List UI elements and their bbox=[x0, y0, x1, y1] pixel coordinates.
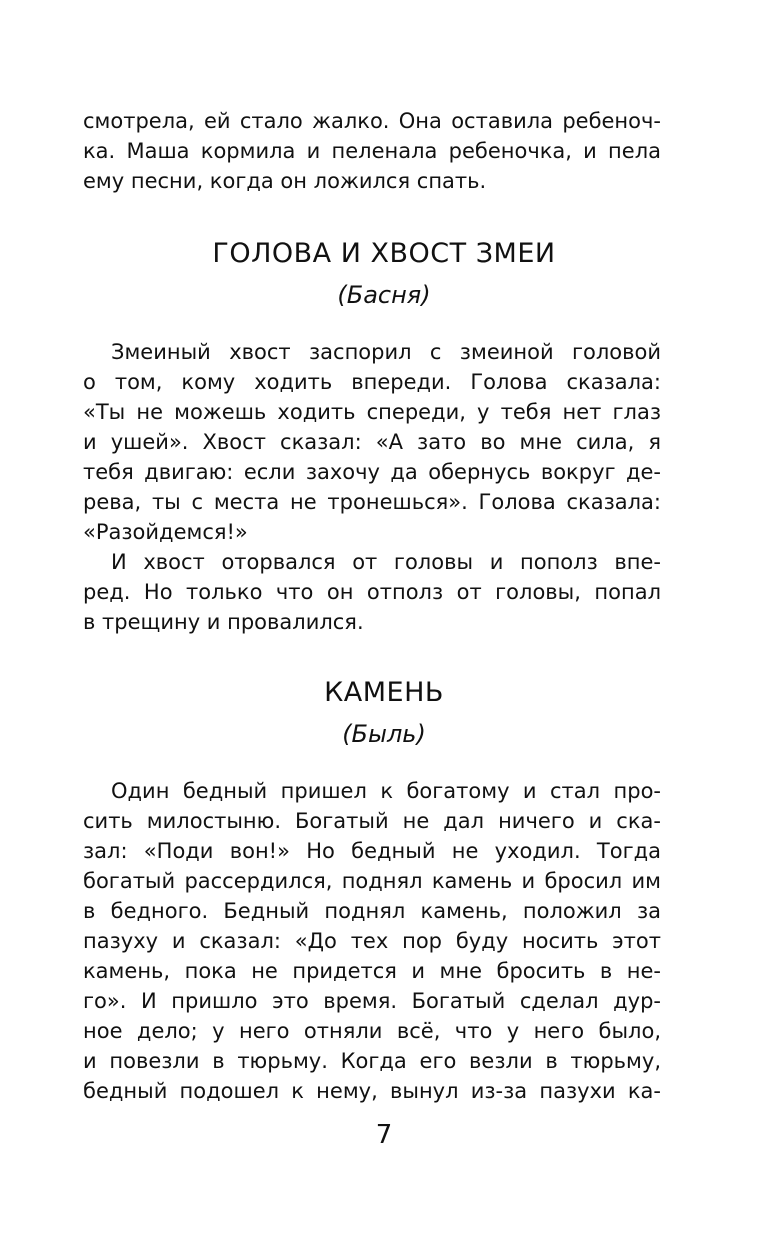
text-line: камень, пока не придется и мне бросить в не- bbox=[83, 959, 661, 983]
text-line: и повезли в тюрьму. Когда его везли в тюрьму, bbox=[83, 1049, 661, 1073]
text-line: ка. Маша кормила и пеленала ребеночка, и пела bbox=[83, 139, 661, 163]
story-subtitle: (Быль) bbox=[342, 720, 426, 748]
text-line: ред. Но только что он отполз от головы, попал bbox=[83, 580, 661, 604]
text-line: рева, ты с места не тронешься». Голова сказала: bbox=[83, 490, 661, 514]
text-line: «Разойдемся!» bbox=[83, 520, 248, 544]
fable-subtitle: (Басня) bbox=[337, 281, 431, 309]
text-line: ное дело; у него отняли всё, что у него было, bbox=[83, 1019, 661, 1043]
text-line: сить милостыню. Богатый не дал ничего и ска- bbox=[83, 809, 661, 833]
text-line: в бедного. Бедный поднял камень, положил за bbox=[83, 899, 661, 923]
text-line: зал: «Поди вон!» Но бедный не уходил. Тогда bbox=[83, 839, 661, 863]
intro-paragraph bbox=[83, 106, 661, 196]
fable-text bbox=[83, 337, 661, 637]
text-line: И хвост оторвался от головы и пополз впе- bbox=[111, 550, 661, 574]
text-line: и ушей». Хвост сказал: «А зато во мне сила, я bbox=[83, 430, 661, 454]
text-line: ему песни, когда он ложился спать. bbox=[83, 169, 487, 193]
text-line: го». И пришло это время. Богатый сделал дур- bbox=[83, 989, 661, 1013]
text-line: смотрела, ей стало жалко. Она оставила ребеноч- bbox=[83, 109, 661, 133]
text-line: Один бедный пришел к богатому и стал про- bbox=[111, 779, 661, 803]
text-line: пазуху и сказал: «До тех пор буду носить этот bbox=[83, 929, 661, 953]
text-line: Змеиный хвост заспорил с змеиной головой bbox=[111, 340, 661, 364]
text-line: богатый рассердился, поднял камень и бросил им bbox=[83, 869, 661, 893]
text-line: бедный подошел к нему, вынул из-за пазухи ка- bbox=[83, 1079, 661, 1103]
story-text bbox=[83, 776, 661, 1106]
text-line: тебя двигаю: если захочу да обернусь вокруг де- bbox=[83, 460, 661, 484]
text-line: о том, кому ходить впереди. Голова сказала: bbox=[83, 370, 661, 394]
page-number: 7 bbox=[375, 1120, 393, 1150]
text-line: в трещину и провалился. bbox=[83, 610, 364, 634]
story-title: КАМЕНЬ bbox=[324, 677, 444, 708]
text-line: «Ты не можешь ходить спереди, у тебя нет глаз bbox=[83, 400, 661, 424]
fable-title: ГОЛОВА И ХВОСТ ЗМЕИ bbox=[212, 238, 556, 269]
